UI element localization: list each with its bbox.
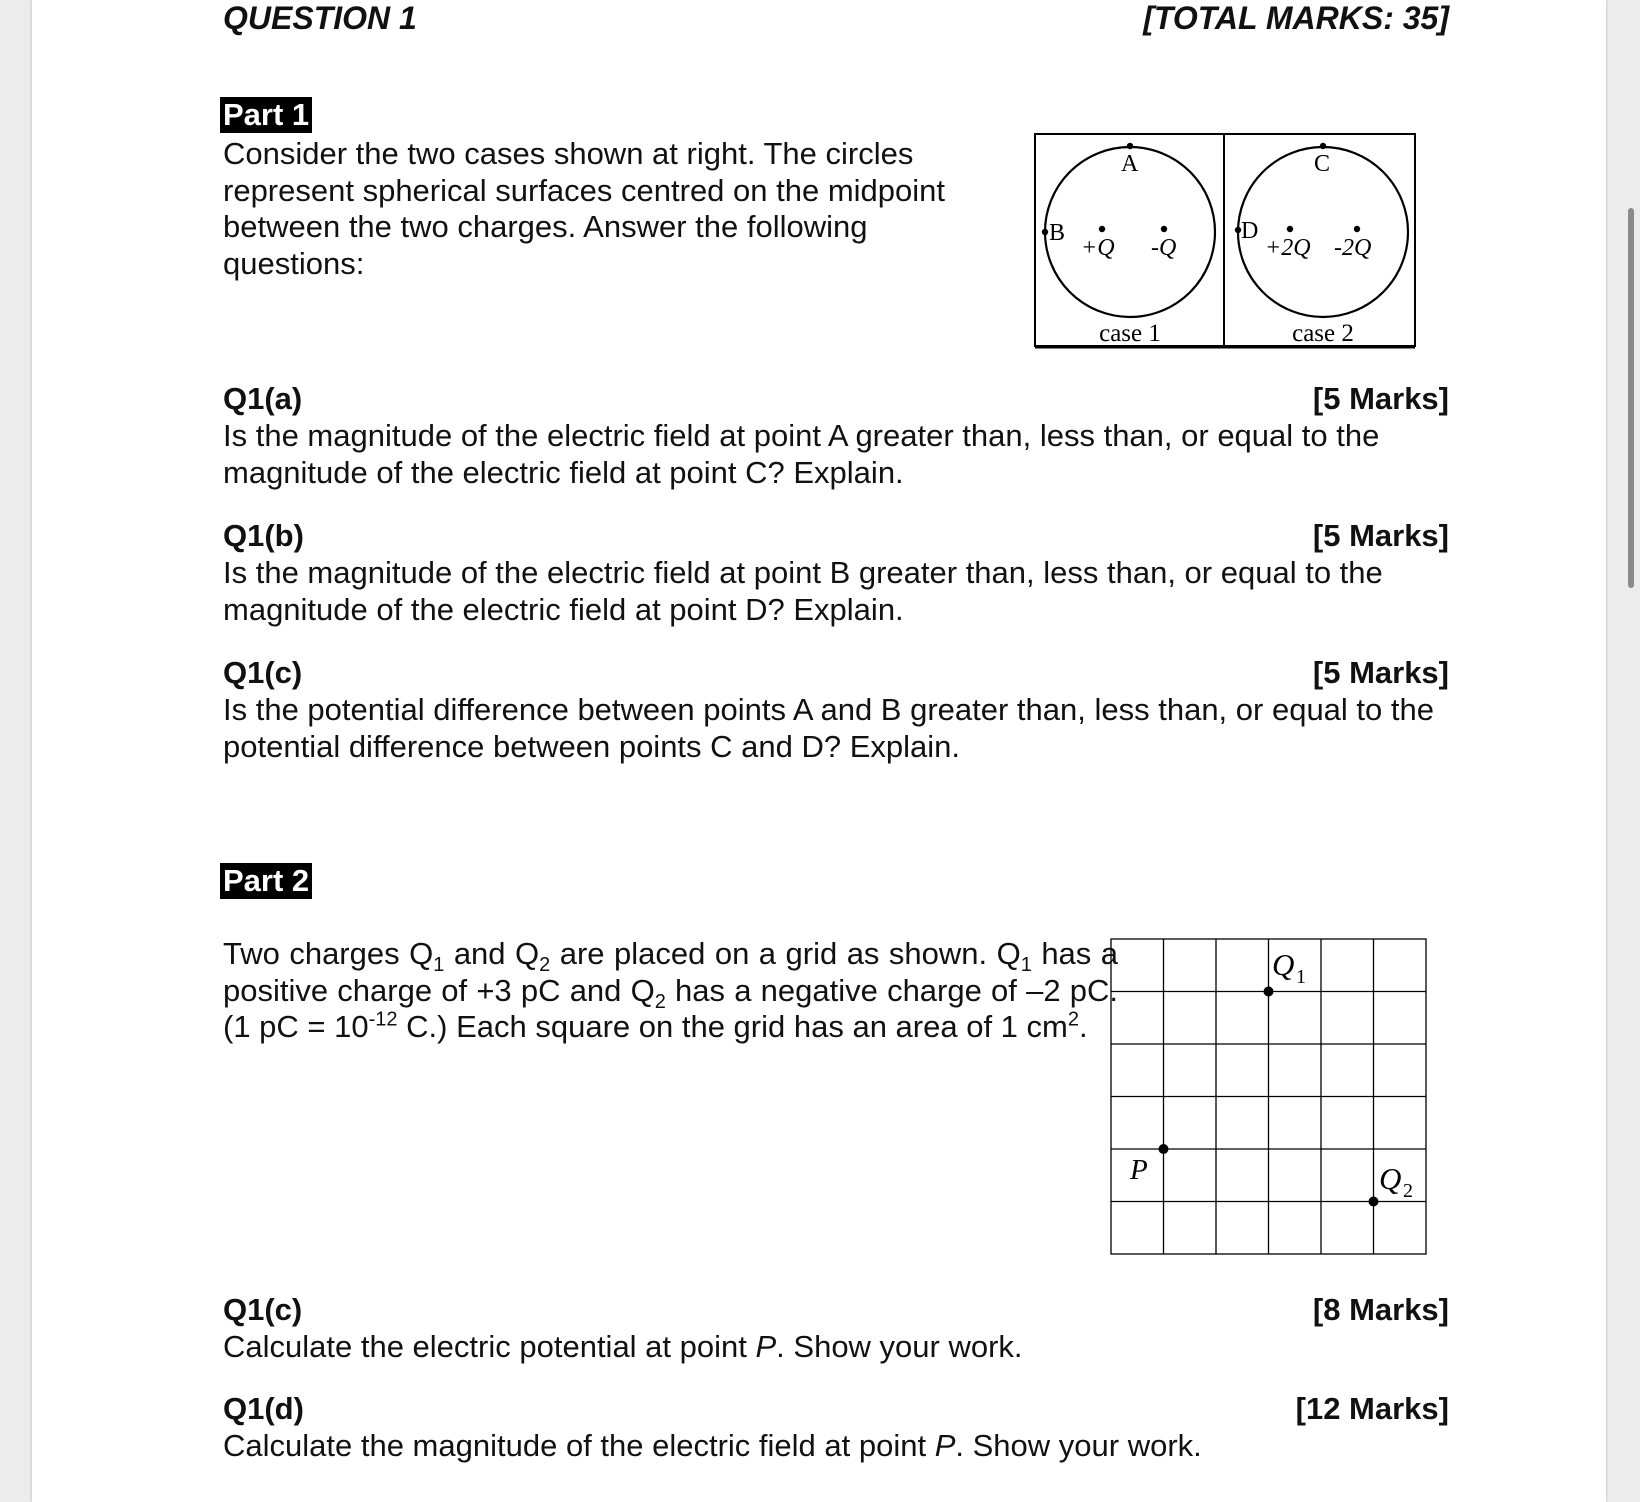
charge-q2-dot	[1369, 1197, 1379, 1207]
case-1-caption: case 1	[1099, 320, 1161, 347]
q1d-marks: [12 Marks]	[1295, 1391, 1449, 1426]
q1d-text: Calculate the magnitude of the electric field at point P. Show your work.	[223, 1428, 1202, 1463]
part-2-label: Part 2	[220, 863, 312, 899]
charge-q1-subscript: 1	[1296, 966, 1306, 988]
grid-lines	[1111, 939, 1426, 1254]
gauss-surfaces-figure	[1033, 132, 1419, 352]
charge-plus-q-dot	[1099, 226, 1105, 232]
charge-q2-subscript: 2	[1403, 1180, 1413, 1202]
charge-q1-label: Q	[1272, 947, 1295, 982]
charge-q1-dot	[1264, 987, 1274, 997]
charge-plus-q-label: +Q	[1081, 235, 1115, 261]
q1c-part1-label: Q1(c)	[223, 655, 303, 690]
point-a-label: A	[1121, 151, 1139, 177]
q1d-label: Q1(d)	[223, 1391, 304, 1426]
charge-plus-2q-dot	[1287, 226, 1293, 232]
charge-plus-2q-label: +2Q	[1265, 235, 1311, 261]
case-1-diagram	[1042, 143, 1215, 347]
document-page	[32, 0, 1606, 1502]
q1b-text: Is the magnitude of the electric field at point B greater than, less than, or equal to the magnitude of the electric field at point D? Explain.	[223, 555, 1383, 627]
point-c-dot	[1320, 143, 1326, 149]
case-2-caption: case 2	[1292, 320, 1354, 347]
total-marks: [TOTAL MARKS: 35]	[1143, 0, 1449, 36]
point-d-label: D	[1241, 218, 1259, 244]
charge-minus-q-dot	[1161, 226, 1167, 232]
q1c-part2-marks: [8 Marks]	[1312, 1292, 1449, 1327]
point-c-label: C	[1314, 151, 1331, 177]
point-p-dot	[1159, 1144, 1169, 1154]
question-title: QUESTION 1	[223, 0, 417, 36]
q1a-label: Q1(a)	[223, 381, 303, 416]
point-b-dot	[1042, 229, 1048, 235]
charge-minus-2q-label: -2Q	[1334, 235, 1372, 261]
charge-q2-label: Q	[1379, 1161, 1402, 1196]
q1b-marks: [5 Marks]	[1312, 518, 1449, 553]
q1c-part1-text: Is the potential difference between points A and B greater than, less than, or equal to the potential difference between points C and D? Explain.	[223, 692, 1434, 764]
charge-minus-q-label: -Q	[1151, 235, 1177, 261]
q1c-part1-marks: [5 Marks]	[1312, 655, 1449, 690]
charge-minus-2q-dot	[1354, 226, 1360, 232]
charge-grid-figure	[1108, 933, 1430, 1255]
vertical-scrollbar[interactable]	[1628, 208, 1634, 588]
case-2-diagram	[1235, 143, 1408, 347]
point-b-label: B	[1049, 220, 1066, 246]
point-a-dot	[1127, 143, 1133, 149]
q1c-part2-text: Calculate the electric potential at point P. Show your work.	[223, 1329, 1023, 1364]
part-1-intro	[223, 136, 968, 282]
q1a-text: Is the magnitude of the electric field at point A greater than, less than, or equal to the magnitude of the electric field at point C? Explain.	[223, 418, 1380, 490]
part-1-intro-text: Consider the two cases shown at right. The circles represent spherical surfaces centred on the midpoint between the two charges. Answer the following questions:	[223, 136, 946, 281]
part-2-intro-text: Two charges $Q_1$ and $Q_2$ are placed on a grid as shown. $Q_1$ has a positive charge of +3 pC and $Q_2$ has a negative charge of –2 pC. (1 pC = $10^{-12}$ C.) Each square on the grid has an area of 1 $cm^2$.	[223, 936, 1119, 1044]
part-1-label: Part 1	[220, 97, 312, 133]
q1c-part2-label: Q1(c)	[223, 1292, 303, 1327]
point-p-label: P	[1130, 1154, 1148, 1186]
part-2-intro	[223, 936, 1118, 1046]
q1a-marks: [5 Marks]	[1312, 381, 1449, 416]
q1b-label: Q1(b)	[223, 518, 304, 553]
